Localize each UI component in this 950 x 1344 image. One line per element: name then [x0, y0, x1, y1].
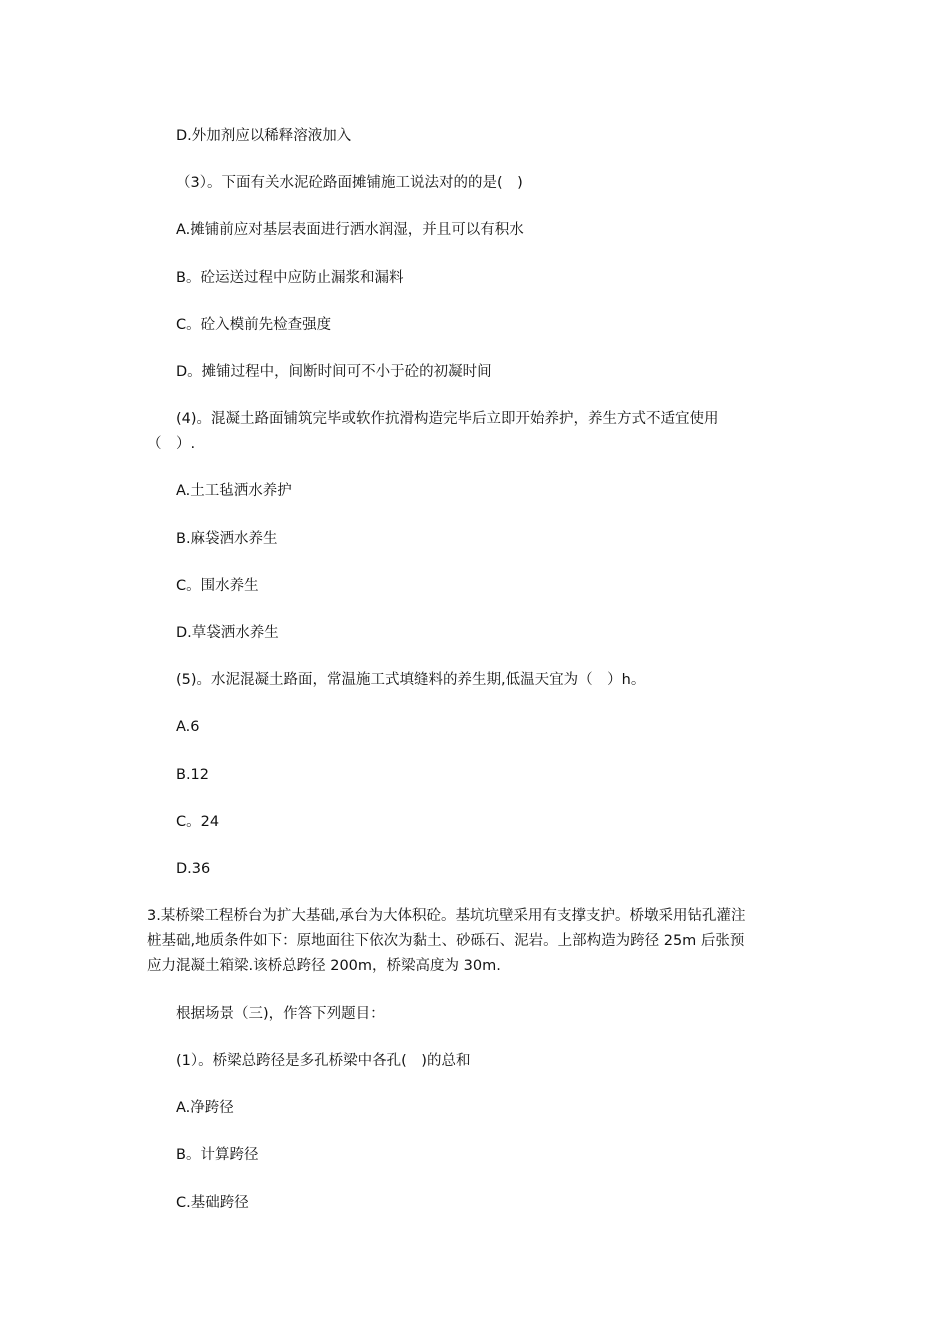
option-a-clear-span: A.净跨径	[176, 1100, 234, 1116]
option-a-6: A.6	[176, 719, 200, 735]
question-4-stem: (4)。混凝土路面铺筑完毕或软作抗滑构造完毕后立即开始养护，养生方式不适宜使用	[176, 411, 719, 427]
scenario-3-line-1: 3.某桥梁工程桥台为扩大基础,承台为大体积砼。基坑坑壁采用有支撑支护。桥墩采用钻孔灌注	[147, 908, 746, 924]
question-5-stem: (5)。水泥混凝土路面，常温施工式填缝料的养生期,低温天宜为（ ）h。	[176, 672, 646, 688]
option-d-admixture: D.外加剂应以稀释溶液加入	[176, 128, 352, 144]
scenario-instruction: 根据场景（三)，作答下列题目：	[176, 1006, 385, 1022]
option-c-24: C。24	[176, 814, 220, 830]
option-d-36: D.36	[176, 861, 211, 877]
option-c-ponding: C。围水养生	[176, 578, 259, 594]
question-3-stem: （3）。下面有关水泥砼路面摊铺施工说法对的的是( )	[176, 175, 523, 191]
option-b-12: B.12	[176, 767, 210, 783]
option-d-straw-bag: D.草袋洒水养生	[176, 625, 279, 641]
question-1-stem: (1）。桥梁总跨径是多孔桥梁中各孔( )的总和	[176, 1053, 471, 1069]
scenario-3-line-3: 应力混凝土箱梁.该桥总跨径 200m，桥梁高度为 30m.	[147, 958, 501, 974]
option-b-transport: B。砼运送过程中应防止漏浆和漏料	[176, 270, 404, 286]
option-d-interval: D。摊铺过程中，间断时间可不小于砼的初凝时间	[176, 364, 492, 380]
option-b-calculated-span: B。计算跨径	[176, 1147, 259, 1163]
option-b-burlap: B.麻袋洒水养生	[176, 531, 278, 547]
option-c-foundation-span: C.基础跨径	[176, 1195, 249, 1211]
option-a-paving: A.摊铺前应对基层表面进行洒水润湿，并且可以有积水	[176, 222, 524, 238]
question-4-stem-continued: （ ）.	[147, 436, 196, 452]
option-c-strength: C。砼入模前先检查强度	[176, 317, 332, 333]
scenario-3-line-2: 桩基础,地质条件如下：原地面往下依次为黏土、砂砾石、泥岩。上部构造为跨径 25m 后张预	[147, 933, 745, 949]
option-a-geotextile: A.土工毡洒水养护	[176, 483, 292, 499]
